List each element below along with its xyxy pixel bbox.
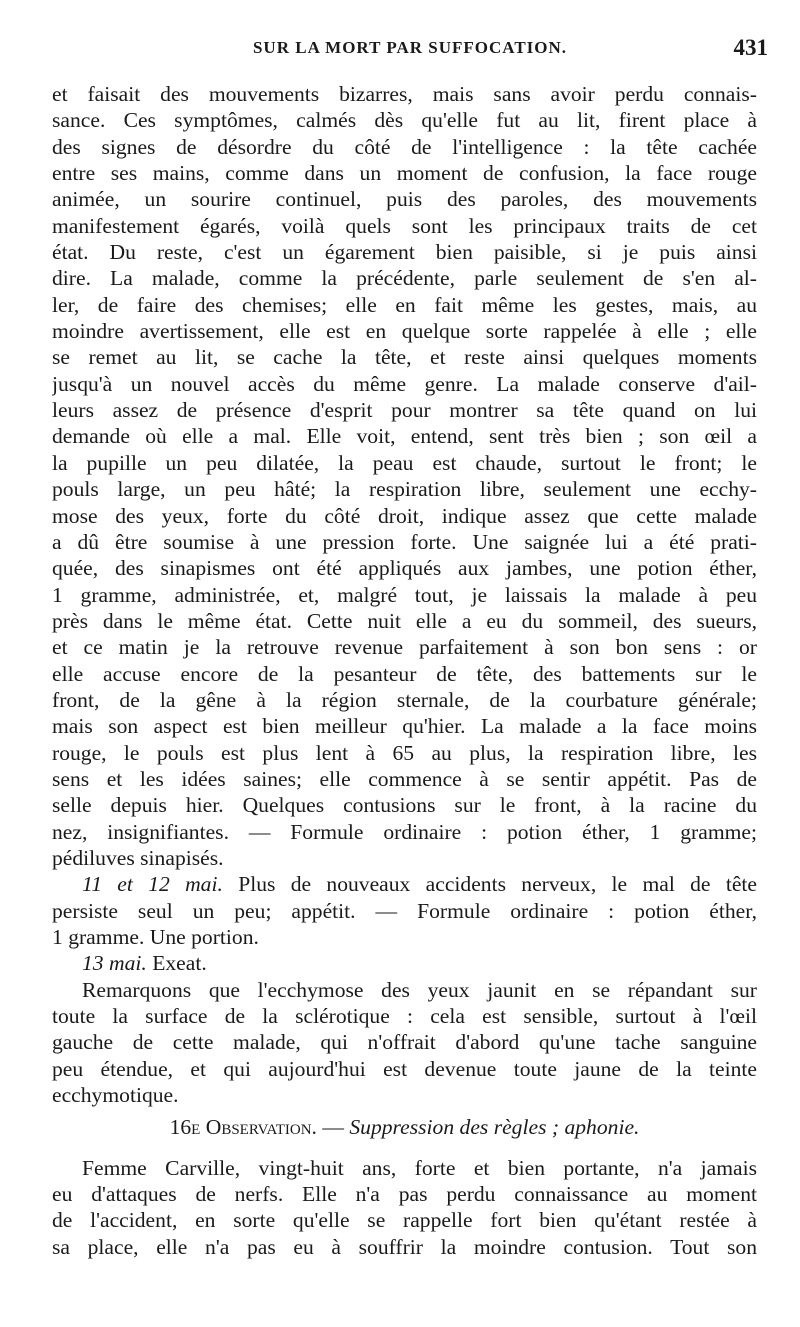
observation-label: Observation.	[205, 1115, 317, 1140]
observation-dash: —	[322, 1115, 344, 1140]
text-line: dire. La malade, comme la précédente, parle seulement de s'en al-	[52, 266, 757, 291]
text-line: mose des yeux, forte du côté droit, indique assez que cette malade	[52, 503, 757, 528]
text-line: et faisait des mouvements bizarres, mais sans avoir perdu connais-	[52, 82, 757, 106]
text-line: manifestement égarés, voilà quels sont les principaux traits de cet	[52, 213, 757, 238]
text-line: des signes de désordre du côté de l'intelligence : la tête cachée	[52, 134, 757, 159]
text-line: la pupille un peu dilatée, la peau est chaude, surtout le front; le	[52, 450, 757, 475]
observation-number: 16e	[169, 1115, 201, 1140]
body-text	[52, 81, 757, 1260]
text-line: quée, des sinapismes ont été appliqués aux jambes, une potion éther,	[52, 556, 757, 581]
paragraph-case-carville	[52, 1155, 757, 1260]
page-number: 431	[733, 35, 768, 60]
text-line: ecchymotique.	[52, 1083, 179, 1108]
text-line	[52, 950, 757, 976]
text-line: pouls large, un peu hâté; la respiration libre, seulement une ecchy-	[52, 477, 757, 502]
text-line: front, de la gêne à la région sternale, de la courbature générale;	[52, 687, 757, 712]
text-line: persiste seul un peu; appétit. — Formule ordinaire : potion éther,	[52, 898, 757, 923]
text-line: pédiluves sinapisés.	[52, 845, 224, 870]
text-line: de l'accident, en sorte qu'elle se rappelle fort bien qu'étant restée à	[52, 1208, 757, 1233]
text-line: leurs assez de présence d'esprit pour montrer sa tête quand on lui	[52, 398, 757, 423]
text-line: jusqu'à un nouvel accès du même genre. La malade conserve d'ail-	[52, 371, 757, 396]
text-line: sance. Ces symptômes, calmés dès qu'elle fut au lit, firent place à	[52, 108, 757, 133]
entry-date: 11 et 12 mai.	[82, 872, 223, 897]
text-line: 1 gramme, administrée, et, malgré tout, je laissais la malade à peu	[52, 582, 757, 607]
observation-subtitle: Suppression des règles ; aphonie.	[349, 1115, 640, 1140]
entry-date: 13 mai.	[82, 951, 147, 976]
text-line: eu d'attaques de nerfs. Elle n'a pas perdu connaissance au moment	[52, 1182, 757, 1207]
text-line: mais son aspect est bien meilleur qu'hier. La malade a la face moins	[52, 714, 757, 739]
text-line: près dans le même état. Cette nuit elle a eu du sommeil, des sueurs,	[52, 608, 757, 633]
text-line: peu étendue, et qui aujourd'hui est devenue toute jaune de la teinte	[52, 1056, 757, 1081]
entry-may-13	[52, 950, 757, 976]
paragraph-case-description	[52, 81, 757, 871]
page-header	[52, 35, 768, 68]
text-line: sens et les idées saines; elle commence à se sentir appétit. Pas de	[52, 766, 757, 791]
text-line: Remarquons que l'ecchymose des yeux jaunit en se répandant sur	[82, 977, 757, 1002]
text-line: elle accuse encore de la pesanteur de tête, des battements sur le	[52, 661, 757, 686]
text-line: état. Du reste, c'est un égarement bien paisible, si je puis ainsi	[52, 240, 757, 265]
text-line: ler, de faire des chemises; elle en fait même les gestes, mais, au	[52, 292, 757, 317]
running-title: SUR LA MORT PAR SUFFOCATION.	[252, 38, 568, 57]
entry-text: Plus de nouveaux accidents nerveux, le mal de tête	[238, 872, 757, 897]
text-line: rouge, le pouls est plus lent à 65 au plus, la respiration libre, les	[52, 740, 757, 765]
text-line: demande où elle a mal. Elle voit, entend, sent très bien ; son œil a	[52, 424, 757, 449]
text-line: animée, un sourire continuel, puis des paroles, des mouvements	[52, 187, 757, 212]
text-line: se remet au lit, se cache la tête, et reste ainsi quelques moments	[52, 345, 757, 370]
text-line: et ce matin je la retrouve revenue parfaitement à son bon sens : or	[52, 635, 757, 660]
text-line: nez, insignifiantes. — Formule ordinaire : potion éther, 1 gramme;	[52, 819, 757, 844]
text-line: gauche de cette malade, qui n'offrait d'abord qu'une tache sanguine	[52, 1030, 757, 1055]
text-line	[52, 871, 757, 897]
text-line: selle depuis hier. Quelques contusions sur le front, à la racine du	[52, 793, 757, 818]
text-line: a dû être soumise à une pression forte. Une saignée lui a été prati-	[52, 529, 757, 554]
entry-text: Exeat.	[152, 951, 207, 976]
text-line: Femme Carville, vingt-huit ans, forte et bien portante, n'a jamais	[82, 1155, 757, 1180]
text-line: sa place, elle n'a pas eu à souffrir la moindre contusion. Tout son	[52, 1234, 757, 1259]
text-line: moindre avertissement, elle est en quelque sorte rappelée à elle ; elle	[52, 319, 757, 344]
observation-heading	[52, 1114, 757, 1140]
entry-may-11-12	[52, 871, 757, 950]
text-line: entre ses mains, comme dans un moment de confusion, la face rouge	[52, 161, 757, 186]
text-line: toute la surface de la sclérotique : cela est sensible, surtout à l'œil	[52, 1004, 757, 1029]
paragraph-remark	[52, 977, 757, 1109]
text-line: 1 gramme. Une portion.	[52, 925, 259, 949]
